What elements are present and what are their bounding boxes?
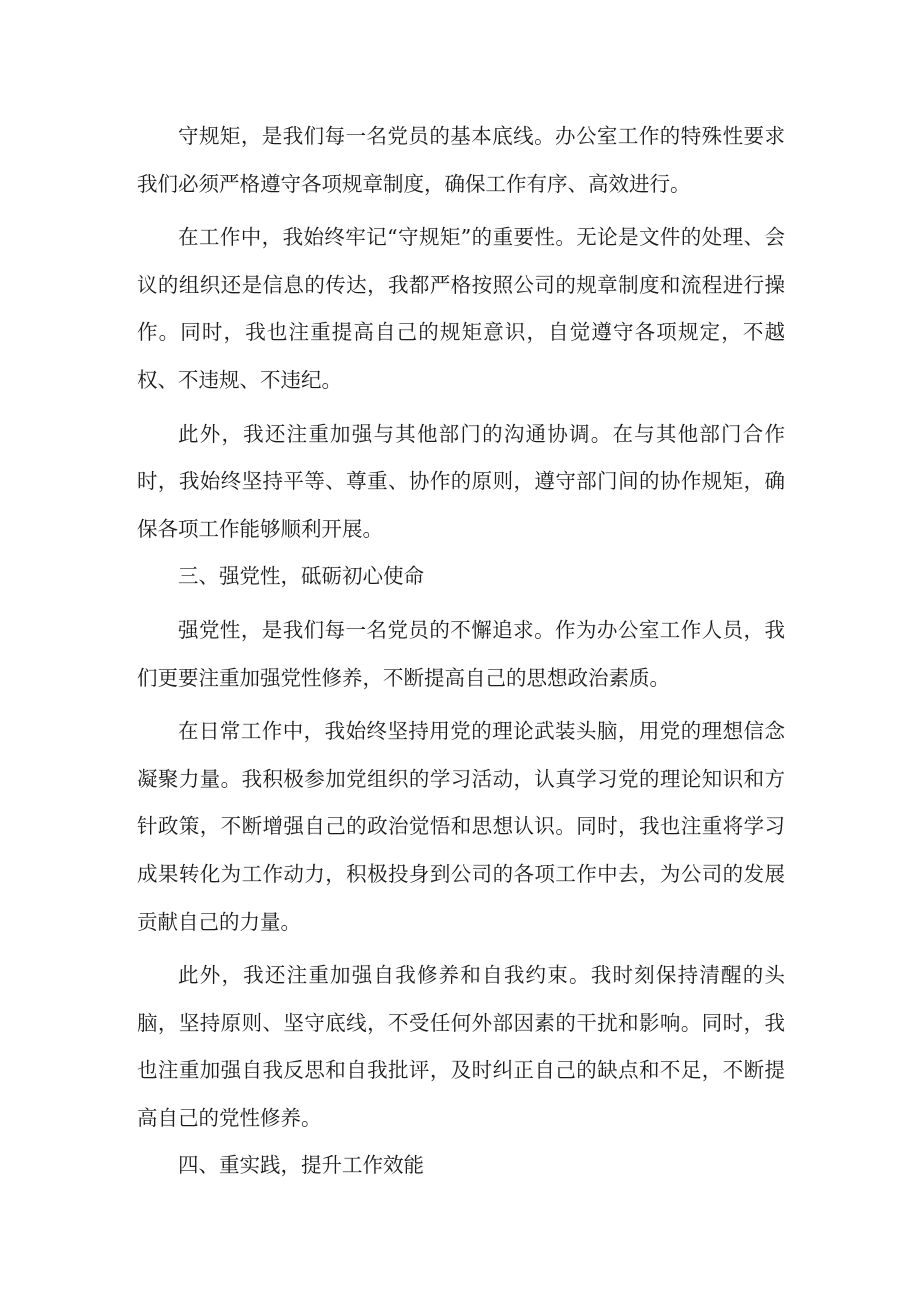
paragraph-rules-importance: 在工作中，我始终牢记“守规矩”的重要性。无论是文件的处理、会议的组织还是信息的传达，我都严格按照公司的规章制度和流程进行操作。同时，我也注重提高自己的规矩意识，自觉遵守各项规定，不越权、不违规、不违纪。 bbox=[137, 225, 785, 392]
paragraph-self-discipline: 此外，我还注重加强自我修养和自我约束。我时刻保持清醒的头脑，坚持原则、坚守底线，不受任何外部因素的干扰和影响。同时，我也注重加强自我反思和自我批评，及时纠正自己的缺点和不足，不断提高自己的党性修养。 bbox=[137, 963, 785, 1130]
section-heading-4: 四、重实践，提升工作效能 bbox=[178, 1153, 424, 1178]
paragraph-daily-study: 在日常工作中，我始终坚持用党的理论武装头脑，用党的理想信念凝聚力量。我积极参加党组织的学习活动，认真学习党的理论知识和方针政策，不断增强自己的政治觉悟和思想认识。同时，我也注重将学习成果转化为工作动力，积极投身到公司的各项工作中去，为公司的发展贡献自己的力量。 bbox=[137, 719, 785, 934]
paragraph-party-spirit: 强党性，是我们每一名党员的不懈追求。作为办公室工作人员，我们更要注重加强党性修养，不断提高自己的思想政治素质。 bbox=[137, 617, 785, 690]
section-heading-3: 三、强党性，砥砺初心使命 bbox=[178, 564, 424, 589]
paragraph-department-coordination: 此外，我还注重加强与其他部门的沟通协调。在与其他部门合作时，我始终坚持平等、尊重、协作的原则，遵守部门间的协作规矩，确保各项工作能够顺利开展。 bbox=[137, 421, 785, 541]
paragraph-rules-baseline: 守规矩，是我们每一名党员的基本底线。办公室工作的特殊性要求我们必须严格遵守各项规章制度，确保工作有序、高效进行。 bbox=[137, 124, 785, 196]
document-body bbox=[137, 113, 785, 1190]
